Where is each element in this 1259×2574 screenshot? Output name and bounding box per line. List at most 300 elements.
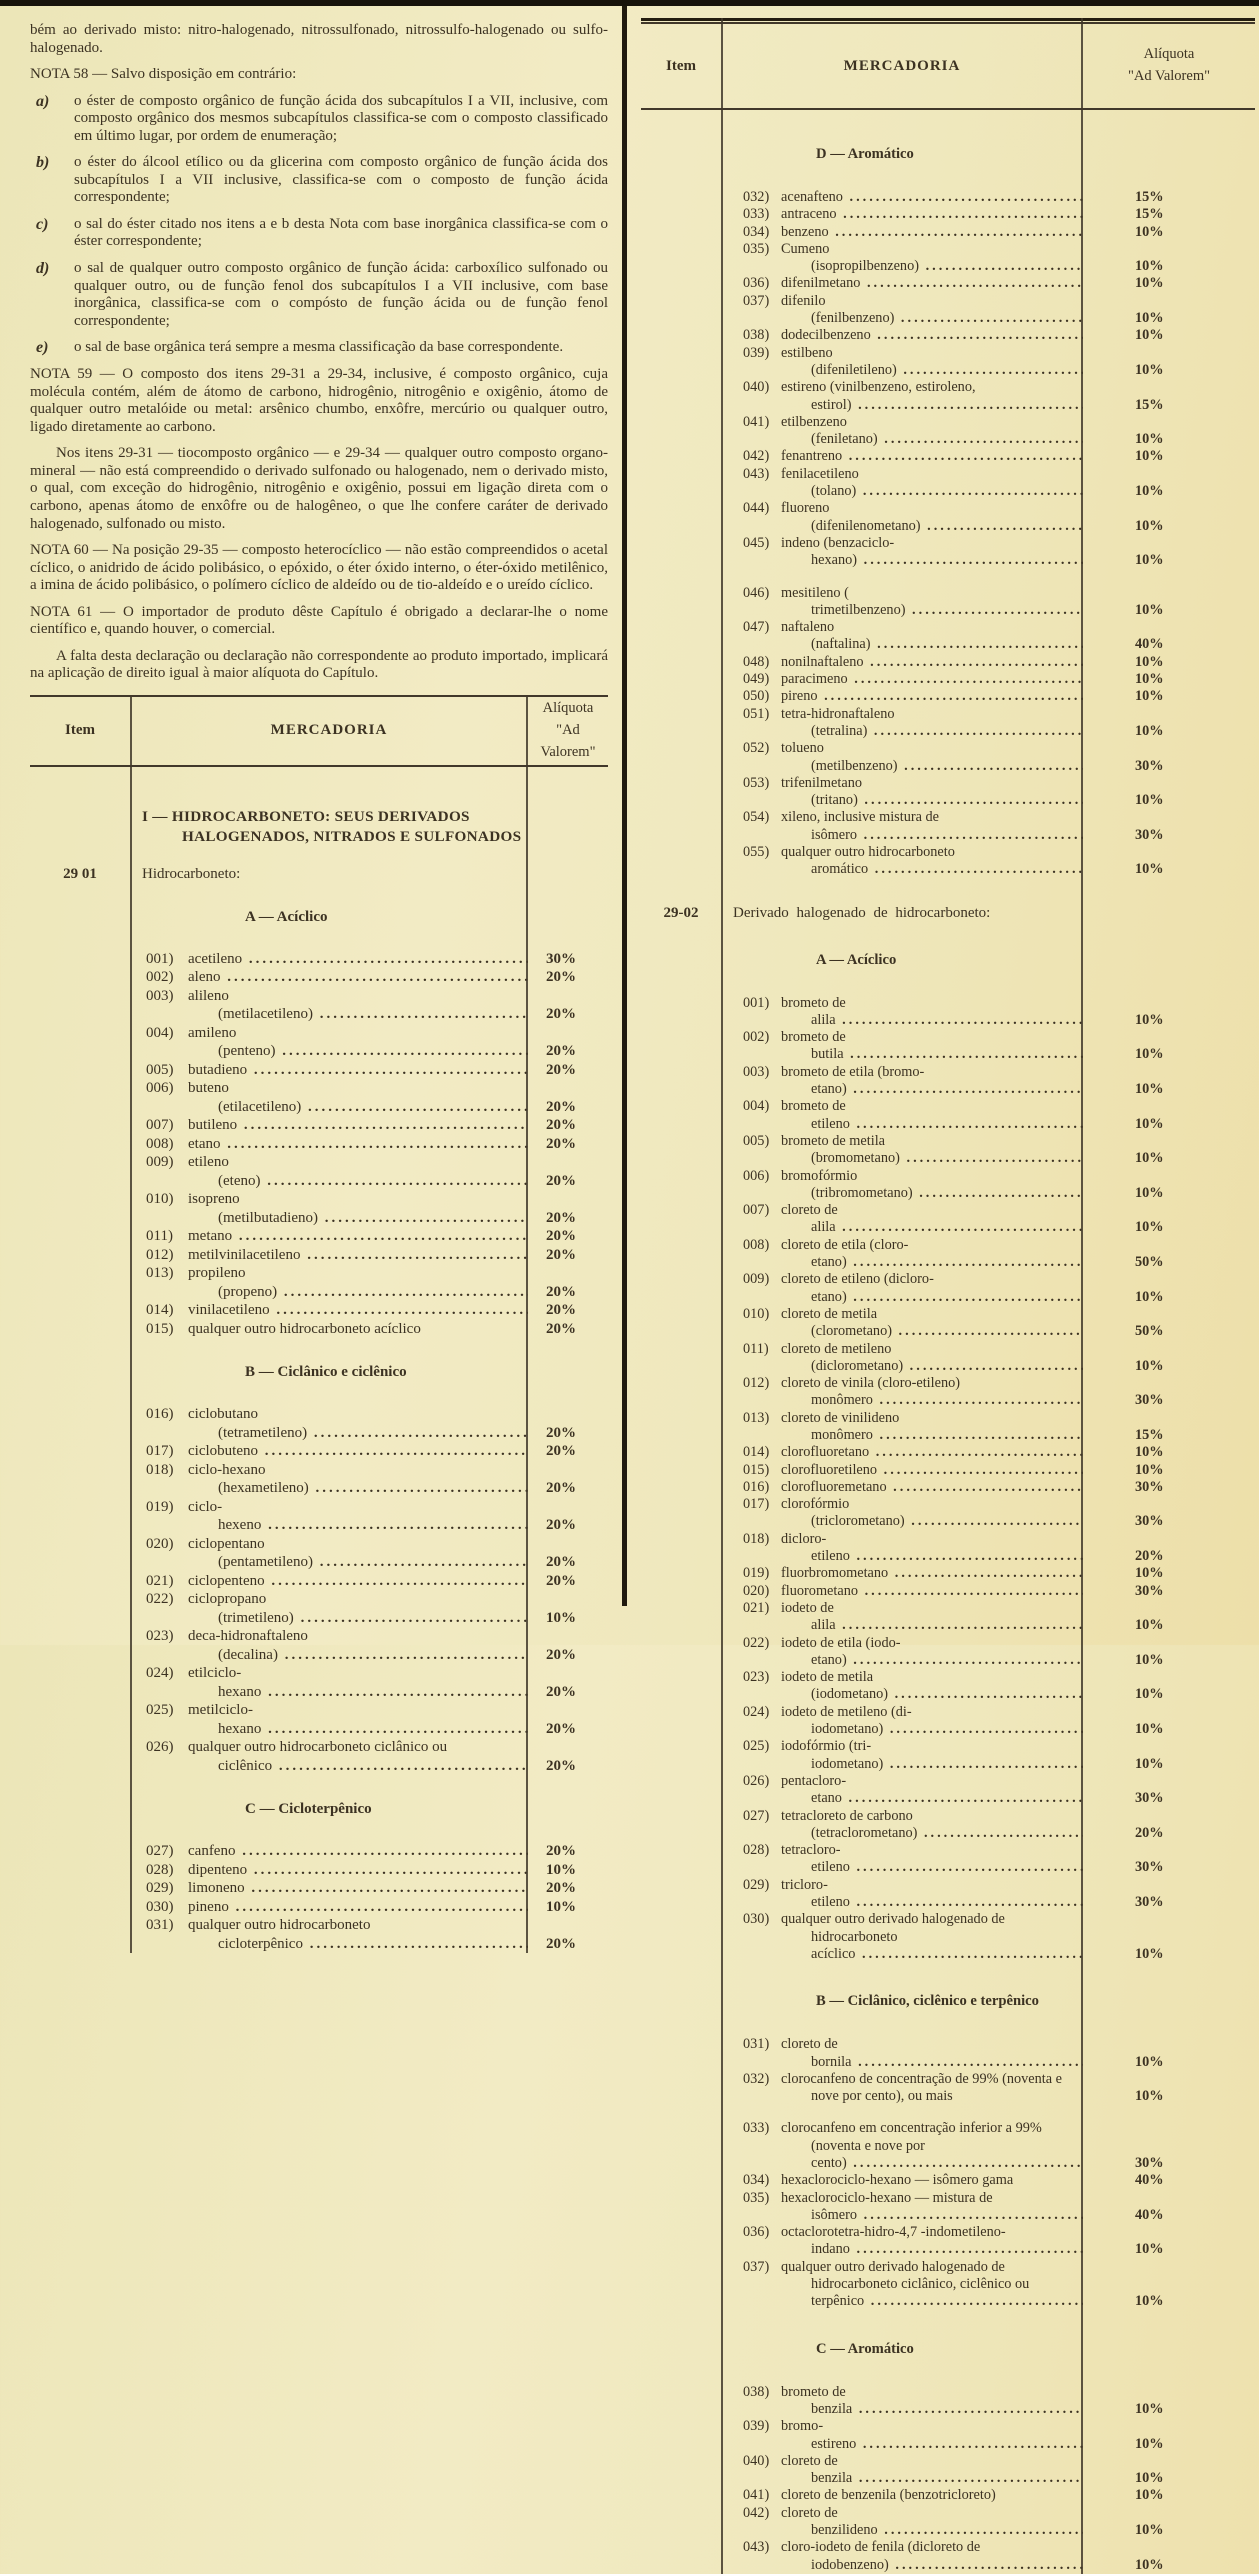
- item-number: 014): [146, 1302, 174, 1319]
- item-name: estilbeno (difeniletileno) .....: [781, 345, 1083, 380]
- table-row: [30, 1842, 608, 1861]
- header-aliquota-line2: "Ad Valorem": [1127, 68, 1211, 84]
- item-name: iodeto de etila (iodo-etano) .....: [781, 1635, 1083, 1670]
- item-number: 040): [743, 2452, 770, 2469]
- table-row: [641, 2071, 1255, 2106]
- item-name: qualquer outro hidrocarboneto acíclico: [188, 1320, 421, 1337]
- item-name: tetracloreto de carbono (tetraclorometano) .....: [781, 1808, 1083, 1843]
- item-rate: 15%: [1135, 189, 1164, 205]
- item-name: antraceno .....: [781, 206, 1083, 223]
- table-row: [30, 1861, 608, 1880]
- table-row: [30, 1461, 608, 1498]
- item-number: 003): [743, 1063, 770, 1080]
- item-rate: 30%: [1135, 757, 1164, 774]
- item-number: 023): [146, 1628, 174, 1645]
- item-number: 031): [146, 1917, 174, 1934]
- item-name: cloreto de metileno (diclorometano) .....: [781, 1341, 1083, 1376]
- nota-58-item: [30, 260, 608, 330]
- item-number: 020): [146, 1535, 174, 1552]
- table-row: [641, 466, 1255, 501]
- item-number: 017): [146, 1443, 174, 1460]
- header-mercadoria: MERCADORIA: [843, 57, 961, 74]
- item-number: 019): [743, 1565, 770, 1582]
- column-rule: [1081, 18, 1083, 2574]
- nota-59-paragraph-1: NOTA 59 — O composto dos itens 29-31 a 29-34, inclusive, é composto orgânico, cuja molécula contém, além de átomo de carbono, hidrogênio, nitrogênio e oxigênio, átomo de qualquer outro metalóide ou metal: arsênico chumbo, enxôfre, mercúrio ou qualquer outro, ligado diretamente ao carbono.: [30, 366, 608, 435]
- item-name: butileno .....: [188, 1116, 528, 1135]
- item-name: brometo de etila (bromo-etano) .....: [781, 1064, 1083, 1099]
- table-row: [641, 654, 1255, 671]
- item-rate: 10%: [1135, 2400, 1164, 2417]
- table-row: [641, 1444, 1255, 1461]
- item-name: dicloro-etileno .....: [781, 1531, 1083, 1566]
- item-name: metilvinilacetileno .....: [188, 1246, 528, 1265]
- group-heading: B — Ciclânico, ciclênico e terpênico: [816, 1993, 1039, 2010]
- table-row: [641, 1341, 1255, 1376]
- item-name: fluorometano .....: [781, 1583, 1083, 1600]
- table-row: [641, 619, 1255, 654]
- table-row: [641, 1029, 1255, 1064]
- item-number: 026): [743, 1772, 770, 1789]
- item-rate: 40%: [1135, 636, 1164, 653]
- item-rate: 10%: [1135, 517, 1164, 534]
- item-name: pineno .....: [188, 1898, 528, 1917]
- table-row: [30, 968, 608, 987]
- item-number: 043): [743, 2539, 770, 2556]
- item-number: 022): [146, 1591, 174, 1608]
- item-number: 029): [743, 1876, 770, 1893]
- item-number: 023): [743, 1669, 770, 1686]
- header-item: Item: [65, 722, 95, 739]
- item-rate: 10%: [1135, 1565, 1164, 1582]
- spacer: [30, 807, 130, 848]
- item-rate: 20%: [546, 1135, 576, 1152]
- item-rate: 20%: [546, 1283, 576, 1300]
- table-row: [641, 2539, 1255, 2574]
- nota-58-title: NOTA 58 — Salvo disposição em contrário:: [30, 66, 297, 83]
- item-number: 032): [743, 2070, 770, 2087]
- item-name: isopreno (metilbutadieno) .....: [188, 1190, 528, 1227]
- nota-item-text: o sal do éster citado nos itens a e b desta Nota com base inorgânica classifica-se com o éster correspondente;: [74, 215, 608, 250]
- item-number: 038): [743, 2383, 770, 2400]
- table-row: [641, 327, 1255, 344]
- item-name: tricloro-etileno .....: [781, 1877, 1083, 1912]
- table-row: [641, 1496, 1255, 1531]
- item-name: etilciclo-hexano .....: [188, 1664, 528, 1701]
- item-name: ciclobuteno .....: [188, 1442, 528, 1461]
- item-number: 053): [743, 774, 770, 791]
- nota-item-label: d): [36, 260, 50, 278]
- item-rate: 10%: [1135, 1046, 1164, 1063]
- table-row: [641, 345, 1255, 380]
- table-row: [30, 1301, 608, 1320]
- item-name: clorocanfeno em concentração inferior a 99% (noventa e nove por cento) .....: [781, 2120, 1083, 2172]
- item-number: 014): [743, 1444, 770, 1461]
- table-row: [30, 1916, 608, 1953]
- item-number: 050): [743, 688, 770, 705]
- item-name: iodeto de metileno (di-iodometano) .....: [781, 1704, 1083, 1739]
- item-name: butadieno .....: [188, 1061, 528, 1080]
- item-rate: 10%: [1135, 1150, 1164, 1167]
- item-number: 034): [743, 223, 770, 240]
- item-number: 012): [146, 1246, 174, 1263]
- table-row: [641, 671, 1255, 688]
- table-row: [641, 1773, 1255, 1808]
- table-row: [641, 189, 1255, 206]
- table-row: [641, 2224, 1255, 2259]
- nota-item-label: c): [36, 215, 49, 233]
- position-code: 29-02: [663, 904, 699, 921]
- item-number: 031): [743, 2036, 770, 2053]
- item-rate: 10%: [1135, 2470, 1164, 2487]
- item-rate: 10%: [1135, 1357, 1164, 1374]
- table-row: [30, 950, 608, 969]
- table-row: [30, 1320, 608, 1339]
- item-name: metano .....: [188, 1227, 528, 1246]
- item-name: difenilo (fenilbenzeno) .....: [781, 293, 1083, 328]
- item-rate: 10%: [1135, 792, 1164, 809]
- column-rule: [526, 697, 528, 1954]
- item-name: cloreto de metila (clorometano) .....: [781, 1306, 1083, 1341]
- item-number: 009): [743, 1271, 770, 1288]
- item-name: pireno .....: [781, 688, 1083, 705]
- item-name: hexaclorociclo-hexano — mistura de isômero .....: [781, 2190, 1083, 2225]
- item-rate: 10%: [1135, 653, 1164, 670]
- item-number: 028): [146, 1861, 174, 1878]
- item-name: iodofórmio (tri-iodometano) .....: [781, 1738, 1083, 1773]
- item-number: 007): [146, 1117, 174, 1134]
- item-name: qualquer outro hidrocarboneto aromático .....: [781, 844, 1083, 879]
- item-name: cloreto de vinila (cloro-etileno) monômero .....: [781, 1375, 1083, 1410]
- item-rate: 10%: [1135, 310, 1164, 327]
- item-number: 008): [743, 1236, 770, 1253]
- item-name: etileno (eteno) .....: [188, 1153, 528, 1190]
- header-aliquota-line2: "Ad Valorem": [540, 722, 596, 760]
- table-row: [30, 1116, 608, 1135]
- item-rate: 10%: [1135, 483, 1164, 500]
- item-name: cloreto de vinilideno monômero .....: [781, 1410, 1083, 1445]
- table-row: [641, 2259, 1255, 2311]
- table-row: [30, 1079, 608, 1116]
- item-number: 041): [743, 2487, 770, 2504]
- table-row: [641, 1410, 1255, 1445]
- position-code-row: [30, 866, 608, 883]
- table-row: [641, 275, 1255, 292]
- nota-58-item: [30, 339, 608, 357]
- item-number: 003): [146, 987, 174, 1004]
- left-tariff-table: [30, 695, 608, 1954]
- table-row: [30, 1061, 608, 1080]
- table-row: [30, 1590, 608, 1627]
- item-rate: 10%: [1135, 601, 1164, 618]
- table-row: [641, 1064, 1255, 1099]
- item-name: acetileno .....: [188, 950, 528, 969]
- item-name: nonilnaftaleno .....: [781, 654, 1083, 671]
- table-row: [641, 448, 1255, 465]
- item-number: 006): [743, 1167, 770, 1184]
- item-rate: 10%: [1135, 1651, 1164, 1668]
- item-number: 043): [743, 465, 770, 482]
- item-number: 019): [146, 1498, 174, 1515]
- item-number: 027): [146, 1843, 174, 1860]
- item-name: brometo de etileno .....: [781, 1098, 1083, 1133]
- item-name: cloreto de benzilideno .....: [781, 2505, 1083, 2540]
- nota-61-paragraph: NOTA 61 — O importador de produto dêste Capítulo é obrigado a declarar-lhe o nome científico e, quando houver, o comercial.: [30, 603, 608, 638]
- item-name: ciclo-hexeno .....: [188, 1498, 528, 1535]
- table-row: [30, 1572, 608, 1591]
- table-row: [30, 1024, 608, 1061]
- table-row: [641, 2384, 1255, 2419]
- item-number: 037): [743, 292, 770, 309]
- item-name: hexaclorociclo-hexano — isômero gama: [781, 2172, 1014, 2189]
- item-number: 009): [146, 1154, 174, 1171]
- table-row: [641, 995, 1255, 1030]
- header-mercadoria: MERCADORIA: [270, 722, 388, 739]
- item-name: bromo-estireno .....: [781, 2418, 1083, 2453]
- item-name: qualquer outro hidrocarboneto cicloterpênico .....: [188, 1916, 528, 1953]
- item-number: 022): [743, 1634, 770, 1651]
- item-name: buteno (etilacetileno) .....: [188, 1079, 528, 1116]
- nota-item-text: o éster de composto orgânico de função ácida dos subcapítulos I a VII, inclusive, com composto orgânico dos mesmos subcapítulos classifica-se com o composto classificado em último lugar, por ordem de enumeração;: [74, 92, 608, 144]
- item-number: 026): [146, 1739, 174, 1756]
- item-number: 020): [743, 1582, 770, 1599]
- position-code: 29 01: [63, 865, 97, 882]
- item-number: 025): [743, 1738, 770, 1755]
- nota-58-items: [30, 93, 608, 358]
- item-rate: 10%: [1135, 1184, 1164, 1201]
- item-rate: 20%: [546, 1320, 576, 1337]
- table-row: [641, 1842, 1255, 1877]
- item-rate: 40%: [1135, 2172, 1164, 2189]
- item-rate: 10%: [1135, 861, 1164, 878]
- item-rate: 20%: [546, 1098, 576, 1115]
- item-number: 011): [146, 1228, 173, 1245]
- group-heading: B — Ciclânico e ciclênico: [245, 1364, 407, 1381]
- group-heading: A — Acíclico: [245, 908, 328, 925]
- item-rate: 10%: [1135, 1945, 1164, 1962]
- item-name: tolueno (metilbenzeno) .....: [781, 740, 1083, 775]
- item-rate: 10%: [1135, 1755, 1164, 1772]
- table-row: [641, 585, 1255, 620]
- item-name: tetracloro-etileno .....: [781, 1842, 1083, 1877]
- chapter-notes: [30, 22, 608, 683]
- item-rate: 30%: [1135, 1513, 1164, 1530]
- table-row: [641, 1098, 1255, 1133]
- item-name: qualquer outro derivado halogenado de hidrocarboneto acíclico .....: [781, 1911, 1083, 1963]
- item-number: 004): [743, 1098, 770, 1115]
- item-name: cloro-iodeto de fenila (dicloreto de iodobenzeno) .....: [781, 2539, 1083, 2574]
- item-number: 021): [146, 1572, 174, 1589]
- spacer: [528, 807, 608, 848]
- position-title: Hidrocarboneto:: [142, 865, 241, 882]
- item-rate: 10%: [1135, 275, 1164, 292]
- item-name: clorofórmio (triclorometano) .....: [781, 1496, 1083, 1531]
- table-row: [30, 1738, 608, 1775]
- table-row: [641, 379, 1255, 414]
- item-rate: 20%: [546, 1043, 576, 1060]
- table-row: [641, 1479, 1255, 1496]
- table-row: [641, 1911, 1255, 1963]
- item-number: 004): [146, 1024, 174, 1041]
- item-number: 021): [743, 1599, 770, 1616]
- table-row: [641, 1202, 1255, 1237]
- item-name: cloreto de benzila .....: [781, 2453, 1083, 2488]
- table-row: [30, 1405, 608, 1442]
- item-rate: 30%: [1135, 1478, 1164, 1495]
- item-rate: 20%: [546, 1061, 576, 1078]
- item-name: trifenilmetano (tritano) .....: [781, 775, 1083, 810]
- header-aliquota-line1: Alíquota: [542, 700, 594, 717]
- item-number: 018): [146, 1461, 174, 1478]
- table-row: [641, 414, 1255, 449]
- table-row: [30, 987, 608, 1024]
- item-number: 030): [743, 1911, 770, 1928]
- item-rate: 10%: [1135, 552, 1164, 569]
- item-rate: 10%: [1135, 448, 1164, 465]
- item-name: ciclopenteno .....: [188, 1572, 528, 1591]
- right-tariff-table: [641, 18, 1255, 2574]
- item-name: cloreto de etileno (dicloro-etano) .....: [781, 1271, 1083, 1306]
- item-name: pentacloro-etano .....: [781, 1773, 1083, 1808]
- item-rate: 10%: [1135, 2088, 1164, 2105]
- item-rate: 10%: [1135, 327, 1164, 344]
- nota-item-text: o sal de qualquer outro composto orgânico de função ácida: carboxílico sulfonado ou qualquer outro, ou de função fenol dos subcapítulos I a VII inclusive, com base inorgânica, classifica-se com o compósto de função ácida ou de função fenol correspondente;: [74, 260, 608, 329]
- item-rate: 20%: [546, 1117, 576, 1134]
- item-number: 039): [743, 344, 770, 361]
- right-table-groups-29-02: [641, 952, 1255, 2574]
- item-rate: 20%: [1135, 1824, 1164, 1841]
- position-title: Derivado halogenado de hidrocarboneto:: [733, 904, 991, 921]
- item-rate: 40%: [1135, 2206, 1164, 2223]
- left-table-groups: [30, 909, 608, 1954]
- item-name: canfeno .....: [188, 1842, 528, 1861]
- header-aliquota: [528, 698, 608, 763]
- item-number: 005): [146, 1061, 174, 1078]
- table-row: [641, 535, 1255, 570]
- spacer: [528, 866, 608, 883]
- item-name: cloreto de etila (cloro-etano) .....: [781, 1237, 1083, 1272]
- item-number: 013): [743, 1409, 770, 1426]
- item-number: 006): [146, 1080, 174, 1097]
- table-row: [30, 1135, 608, 1154]
- item-rate: 10%: [1135, 2522, 1164, 2539]
- item-rate: 10%: [546, 1898, 576, 1915]
- right-table-groups-29-01: [641, 146, 1255, 879]
- item-number: 035): [743, 2189, 770, 2206]
- item-number: 008): [146, 1135, 174, 1152]
- item-name: etilbenzeno (feniletano) .....: [781, 414, 1083, 449]
- item-rate: 10%: [1135, 1081, 1164, 1098]
- table-row: [641, 224, 1255, 241]
- item-name: qualquer outro hidrocarboneto ciclânico ou ciclênico .....: [188, 1738, 528, 1775]
- item-name: ciclopropano (trimetileno) .....: [188, 1590, 528, 1627]
- item-rate: 20%: [546, 1228, 576, 1245]
- item-rate: 15%: [1135, 206, 1164, 223]
- nota-58-item: [30, 154, 608, 207]
- nota-59-paragraph-2: Nos itens 29-31 — tiocomposto orgânico — e 29-34 — qualquer outro composto organo-mineral — não está compreendido o derivado sulfonado ou halogenado, nem o derivado misto, o qual, com exceção do hidrogênio, nitrogênio e oxigênio, possui em ligação direta com o carbono, apenas átomo de enxôfre ou de halogêneo, o que lhe confere caráter de derivado halogenado, sulfonado ou misto.: [30, 445, 608, 532]
- right-table-header: [641, 24, 1255, 110]
- item-number: 048): [743, 653, 770, 670]
- item-rate: 30%: [1135, 826, 1164, 843]
- item-name: clorofluoretileno .....: [781, 1462, 1083, 1479]
- item-name: naftaleno (naftalina) .....: [781, 619, 1083, 654]
- left-table-body: [30, 767, 608, 1954]
- table-row: [641, 1375, 1255, 1410]
- table-row: [30, 1664, 608, 1701]
- item-name: metilciclo-hexano .....: [188, 1701, 528, 1738]
- item-name: octaclorotetra-hidro-4,7 -indometileno-indano .....: [781, 2224, 1083, 2259]
- item-number: 034): [743, 2172, 770, 2189]
- right-table-body: [641, 110, 1255, 2574]
- item-rate: 10%: [1135, 1461, 1164, 1478]
- item-rate: 50%: [1135, 1254, 1164, 1271]
- item-rate: 10%: [1135, 1219, 1164, 1236]
- item-number: 013): [146, 1265, 174, 1282]
- table-row: [641, 1808, 1255, 1843]
- nota-item-text: o éster do álcool etílico ou da glicerina com composto orgânico de função ácida dos subcapítulos I a VII inclusive, classifica-se com o composto de função ácida correspondente;: [74, 154, 608, 206]
- item-number: 042): [743, 2504, 770, 2521]
- item-number: 018): [743, 1530, 770, 1547]
- item-number: 046): [743, 584, 770, 601]
- item-name: brometo de butila .....: [781, 1029, 1083, 1064]
- table-row: [641, 706, 1255, 741]
- table-row: [30, 1153, 608, 1190]
- item-rate: 20%: [546, 1302, 576, 1319]
- item-name: clorofluoretano .....: [781, 1444, 1083, 1461]
- item-rate: 10%: [1135, 671, 1164, 688]
- column-rule: [130, 697, 132, 1954]
- item-number: 055): [743, 843, 770, 860]
- table-row: [30, 1879, 608, 1898]
- item-number: 015): [146, 1320, 174, 1337]
- item-name: limoneno .....: [188, 1879, 528, 1898]
- left-table-header: [30, 697, 608, 767]
- item-number: 037): [743, 2258, 770, 2275]
- item-rate: 10%: [1135, 258, 1164, 275]
- item-name: cloreto de benzenila (benzotricloreto): [781, 2487, 996, 2504]
- item-rate: 10%: [1135, 2435, 1164, 2452]
- item-name: ciclobutano (tetrametileno) .....: [188, 1405, 528, 1442]
- item-name: mesitileno ( trimetilbenzeno) .....: [781, 585, 1083, 620]
- item-number: 002): [743, 1029, 770, 1046]
- item-rate: 10%: [1135, 1686, 1164, 1703]
- item-number: 001): [743, 994, 770, 1011]
- item-rate: 10%: [1135, 722, 1164, 739]
- item-number: 033): [743, 2120, 770, 2137]
- final-paragraph: A falta desta declaração ou declaração não correspondente ao produto importado, implicará na aplicação de direito igual à maior alíquota do Capítulo.: [30, 647, 608, 682]
- item-rate: 30%: [546, 950, 576, 967]
- table-row: [30, 1535, 608, 1572]
- item-name: alileno (metilacetileno) .....: [188, 987, 528, 1024]
- item-rate: 10%: [1135, 1115, 1164, 1132]
- item-rate: 20%: [546, 1006, 576, 1023]
- item-rate: 20%: [546, 1720, 576, 1737]
- table-row: [641, 500, 1255, 535]
- item-number: 054): [743, 809, 770, 826]
- table-row: [641, 1133, 1255, 1168]
- nota-58-item: [30, 216, 608, 251]
- table-row: [641, 1565, 1255, 1582]
- item-rate: 10%: [1135, 223, 1164, 240]
- item-number: 049): [743, 671, 770, 688]
- item-rate: 20%: [546, 1209, 576, 1226]
- item-number: 033): [743, 206, 770, 223]
- item-number: 024): [146, 1665, 174, 1682]
- header-item: Item: [666, 57, 696, 74]
- item-name: brometo de alila .....: [781, 995, 1083, 1030]
- item-rate: 20%: [546, 1757, 576, 1774]
- table-row: [30, 1498, 608, 1535]
- table-row: [641, 1271, 1255, 1306]
